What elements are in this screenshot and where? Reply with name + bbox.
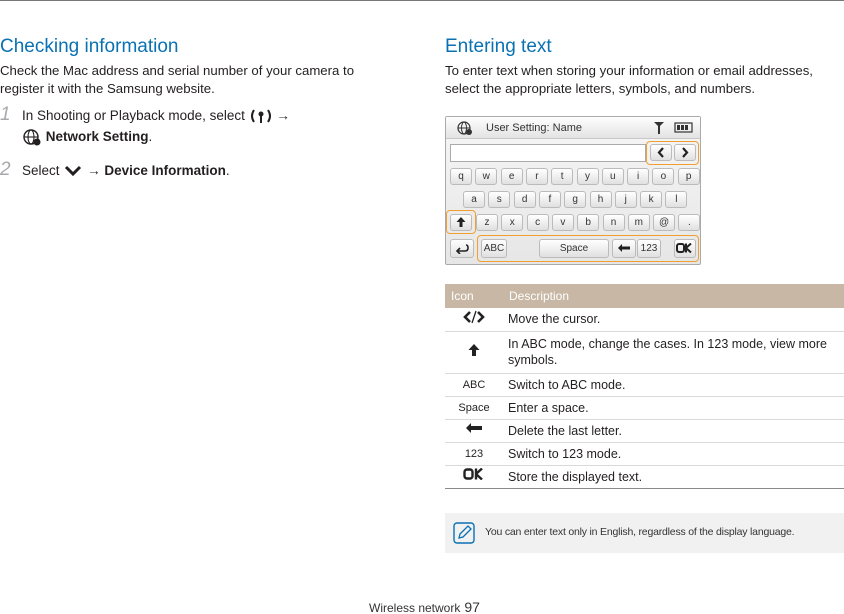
battery-icon	[674, 122, 694, 133]
section-intro: To enter text when storing your information or email addresses, select the appropriate letters, symbols, and numbers.	[445, 63, 813, 96]
back-key[interactable]	[450, 239, 474, 258]
key-a[interactable]: a	[463, 191, 485, 208]
key-e[interactable]: e	[501, 168, 523, 185]
ok-icon	[463, 468, 485, 480]
punct: .	[225, 163, 230, 178]
icon-label-cell: Space	[445, 396, 503, 419]
bottom-keys-highlight	[477, 235, 699, 262]
network-globe-icon	[22, 128, 42, 146]
step-number: 1	[0, 104, 11, 125]
table-row	[445, 419, 844, 442]
key-t[interactable]: t	[551, 168, 573, 185]
step-number: 2	[0, 159, 11, 180]
section-intro: Check the Mac address and serial number of your camera to register it with the Samsung website.	[0, 63, 355, 96]
icon-cell	[445, 308, 503, 331]
note-text: You can enter text only in English, regardless of the display language.	[485, 526, 795, 538]
backspace-icon	[465, 422, 483, 434]
screen-title: User Setting: Name	[486, 122, 582, 134]
camera-keyboard-screen	[445, 116, 701, 265]
space-key[interactable]: Space	[539, 239, 609, 258]
chevron-down-icon	[63, 165, 83, 177]
table-row	[445, 396, 844, 419]
punct: .	[148, 129, 153, 144]
desc-cell: Switch to 123 mode.	[503, 442, 844, 465]
icon-description-table	[445, 284, 844, 489]
table-header-row	[445, 284, 844, 308]
section-title: Checking information	[0, 36, 179, 57]
icon-label-cell: ABC	[445, 373, 503, 396]
network-setting-label: Network Setting	[45, 129, 149, 144]
desc-cell: Move the cursor.	[503, 308, 844, 331]
key-c[interactable]: c	[527, 214, 549, 231]
icon-label-cell: 123	[445, 442, 503, 465]
page-number: 97	[464, 599, 480, 614]
key-b[interactable]: b	[577, 214, 599, 231]
desc-cell: Delete the last letter.	[503, 419, 844, 442]
checking-information-section	[0, 36, 400, 194]
desc-cell: Switch to ABC mode.	[503, 373, 844, 396]
step-text: Select	[22, 163, 60, 178]
signal-icon	[654, 122, 664, 134]
table-row	[445, 331, 844, 373]
table-row	[445, 465, 844, 488]
abc-key[interactable]: ABC	[481, 239, 507, 258]
steps-list	[0, 105, 400, 181]
key-at[interactable]: @	[653, 214, 675, 231]
key-x[interactable]: x	[501, 214, 523, 231]
shift-icon	[468, 343, 480, 357]
key-o[interactable]: o	[652, 168, 674, 185]
note-box	[445, 513, 844, 553]
key-z[interactable]: z	[476, 214, 498, 231]
section-title: Entering text	[445, 36, 552, 57]
device-information-label: Device Information	[104, 163, 226, 178]
table-row	[445, 442, 844, 465]
arrow-text: →	[276, 108, 290, 123]
network-globe-icon	[456, 120, 474, 136]
key-w[interactable]: w	[475, 168, 497, 185]
key-m[interactable]: m	[628, 214, 650, 231]
icon-cell	[445, 331, 503, 373]
desc-cell: Store the displayed text.	[503, 465, 844, 488]
entering-text-section	[445, 36, 844, 538]
key-period[interactable]: .	[678, 214, 700, 231]
desc-cell: In ABC mode, change the cases. In 123 mode, view more symbols.	[503, 331, 844, 373]
key-i[interactable]: i	[627, 168, 649, 185]
key-p[interactable]: p	[678, 168, 700, 185]
icon-cell	[445, 419, 503, 442]
note-pencil-icon	[453, 522, 475, 544]
key-q[interactable]: q	[450, 168, 472, 185]
col-header-description: Description	[503, 284, 844, 308]
wireless-icon	[249, 107, 273, 125]
screen-title-bar	[446, 117, 700, 139]
key-h[interactable]: h	[590, 191, 612, 208]
step-2	[0, 160, 400, 181]
key-n[interactable]: n	[603, 214, 625, 231]
key-v[interactable]: v	[552, 214, 574, 231]
num-123-key[interactable]: 123	[637, 239, 661, 258]
key-y[interactable]: y	[577, 168, 599, 185]
top-rule	[0, 0, 844, 1]
key-s[interactable]: s	[488, 191, 510, 208]
key-u[interactable]: u	[602, 168, 624, 185]
step-text: In Shooting or Playback mode, select	[22, 108, 245, 123]
key-j[interactable]: j	[615, 191, 637, 208]
table-row	[445, 373, 844, 396]
key-l[interactable]: l	[665, 191, 687, 208]
desc-cell: Enter a space.	[503, 396, 844, 419]
key-d[interactable]: d	[514, 191, 536, 208]
table-row	[445, 308, 844, 331]
key-f[interactable]: f	[539, 191, 561, 208]
cursor-keys-highlight	[646, 141, 699, 165]
col-header-icon: Icon	[445, 284, 503, 308]
key-g[interactable]: g	[564, 191, 586, 208]
step-1	[0, 105, 400, 147]
shift-key-highlight	[446, 210, 476, 234]
text-input-field[interactable]	[450, 144, 646, 162]
arrows-icon	[461, 310, 487, 324]
page-footer	[369, 599, 480, 614]
key-r[interactable]: r	[526, 168, 548, 185]
key-k[interactable]: k	[640, 191, 662, 208]
icon-cell	[445, 465, 503, 488]
arrow-text: →	[87, 163, 101, 178]
footer-section: Wireless network	[369, 601, 461, 614]
